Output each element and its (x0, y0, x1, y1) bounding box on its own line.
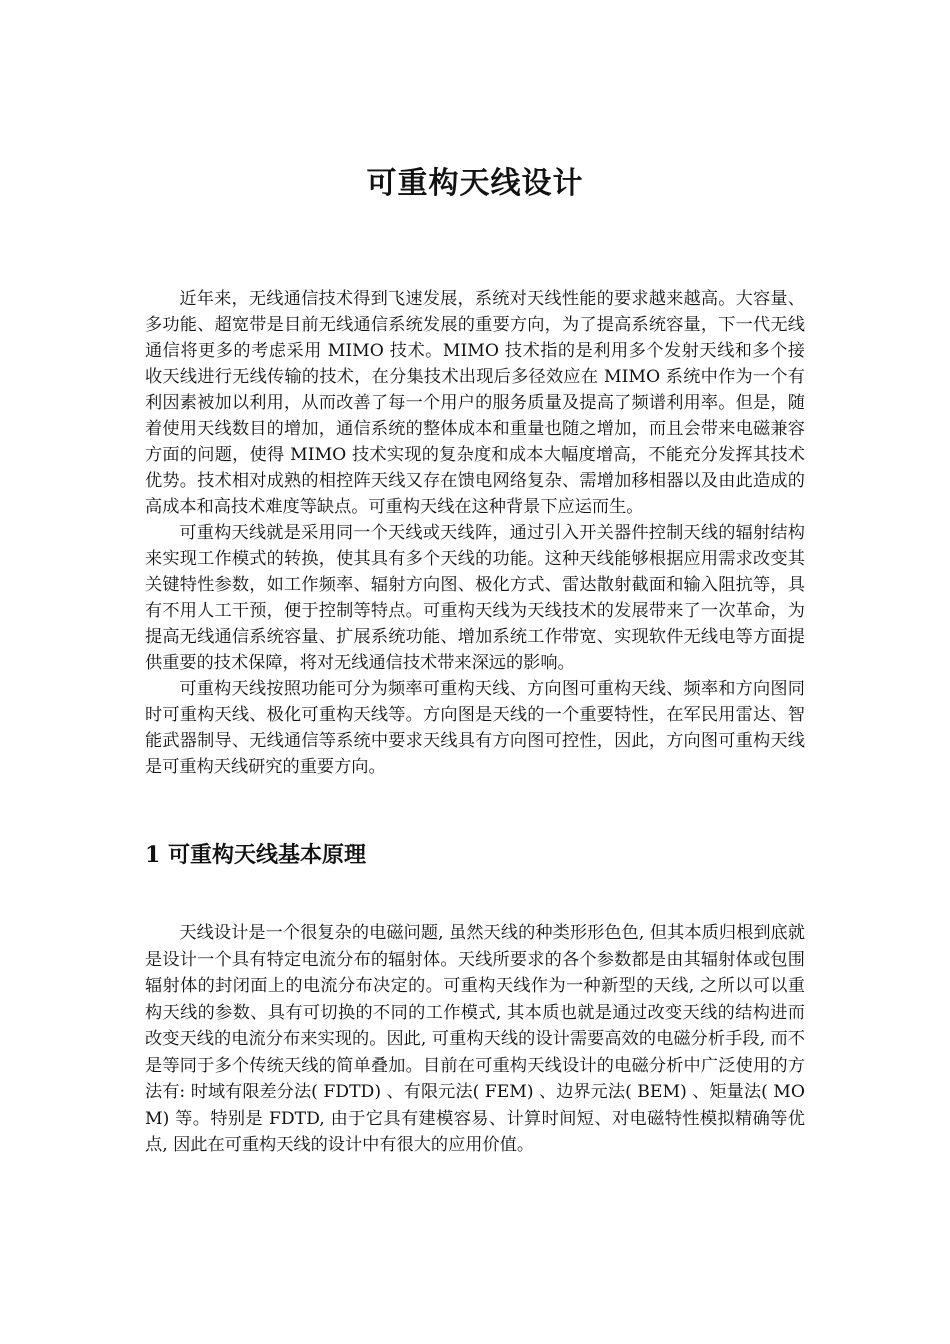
intro-paragraph-1: 近年来，无线通信技术得到飞速发展，系统对天线性能的要求越来越高。大容量、多功能、超宽带是目前无线通信系统发展的重要方向，为了提高系统容量，下一代无线通信将更多的考虑采用 MIMO 技术。MIMO 技术指的是利用多个发射天线和多个接收天线进行无线传输的技术，在分集技术出现后多径效应在 MIMO 系统中作为一个有利因素被加以利用，从而改善了每一个用户的服务质量及提高了频谱利用率。但是，随着使用天线数目的增加，通信系统的整体成本和重量也随之增加，而且会带来电磁兼容方面的问题，使得 MIMO 技术实现的复杂度和成本大幅度增高，不能充分发挥其技术优势。技术相对成熟的相控阵天线又存在馈电网络复杂、需增加移相器以及由此造成的高成本和高技术难度等缺点。可重构天线在这种背景下应运而生。 (145, 289, 805, 517)
document-title: 可重构天线设计 (366, 166, 584, 201)
intro-paragraph-3: 可重构天线按照功能可分为频率可重构天线、方向图可重构天线、频率和方向图同时可重构天线、极化可重构天线等。方向图是天线的一个重要特性，在军民用雷达、智能武器制导、无线通信等系统中要求天线具有方向图可控性，因此，方向图可重构天线是可重构天线研究的重要方向。 (145, 679, 805, 777)
principle-section (145, 920, 805, 1159)
intro-paragraph-2: 可重构天线就是采用同一个天线或天线阵，通过引入开关器件控制天线的辐射结构来实现工作模式的转换，使其具有多个天线的功能。这种天线能够根据应用需求改变其关键特性参数，如工作频率、辐射方向图、极化方式、雷达散射截面和输入阻抗等，具有不用人工干预，便于控制等特点。可重构天线为天线技术的发展带来了一次革命，为提高无线通信系统容量、扩展系统功能、增加系统工作带宽、实现软件无线电等方面提供重要的技术保障，将对无线通信技术带来深远的影响。 (145, 523, 805, 673)
section-heading-1: 1 可重构天线基本原理 (145, 842, 366, 868)
principle-paragraph-1: 天线设计是一个很复杂的电磁问题, 虽然天线的种类形形色色, 但其本质归根到底就是设计一个具有特定电流分布的辐射体。天线所要求的各个参数都是由其辐射体或包围辐射体的封闭面上的电流分布决定的。可重构天线作为一种新型的天线, 之所以可以重构天线的参数、具有可切换的不同的工作模式, 其本质也就是通过改变天线的结构进而改变天线的电流分布来实现的。因此, 可重构天线的设计需要高效的电磁分析手段, 而不是等同于多个传统天线的简单叠加。目前在可重构天线设计的电磁分析中广泛使用的方法有: 时域有限差分法( FDTD) 、有限元法( FEM) 、边界元法( BEM) 、矩量法( MOM) 等。特别是 FDTD, 由于它具有建模容易、计算时间短、对电磁特性模拟精确等优点, 因此在可重构天线的设计中有很大的应用价值。 (145, 923, 805, 1155)
intro-section (145, 286, 805, 780)
